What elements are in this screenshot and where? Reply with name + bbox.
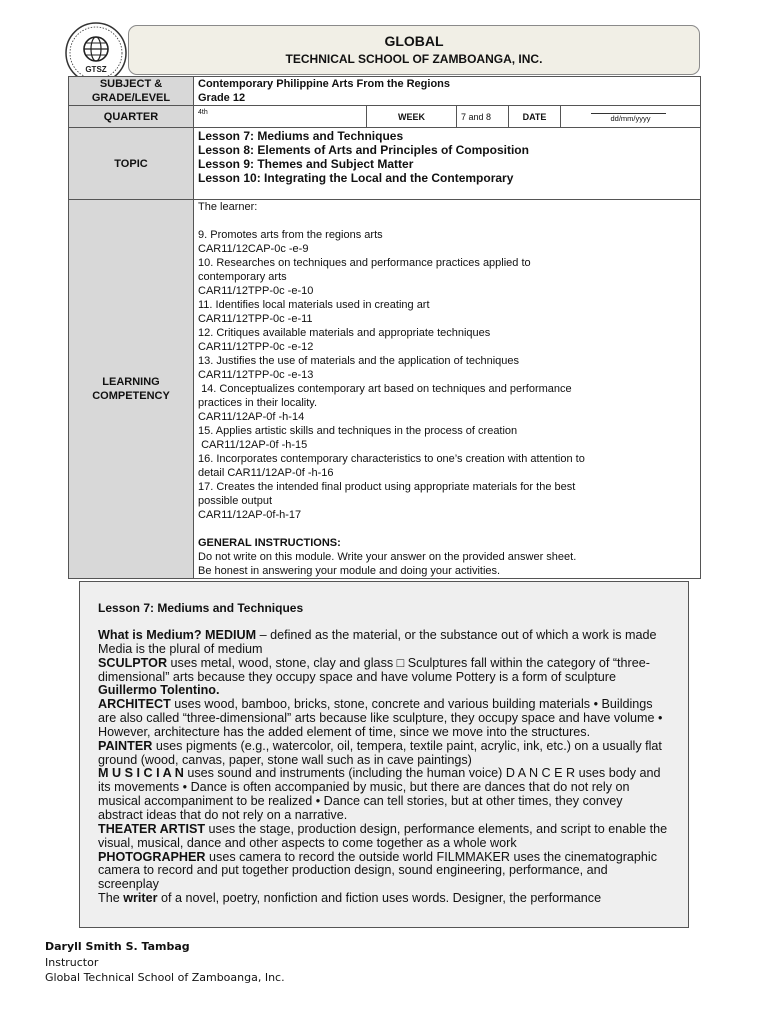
spacer-line xyxy=(198,522,696,536)
school-header xyxy=(128,25,700,75)
text-sculptor: uses metal, wood, stone, clay and glass □ Sculptures fall within the category of “three-dimensional” arts because they occupy space and have volume Pottery is a form of sculpture xyxy=(98,655,650,684)
quarter-row xyxy=(69,106,701,128)
author-footer xyxy=(45,939,285,986)
topic-item: Lesson 9: Themes and Subject Matter xyxy=(198,157,414,171)
competency-line: 17. Creates the intended final product using appropriate materials for the best xyxy=(198,480,576,493)
competency-line: CAR11/12AP-0f-h-17 xyxy=(198,508,302,521)
quarter-value: 4th xyxy=(194,106,367,128)
competency-line: 12. Critiques available materials and appropriate techniques xyxy=(198,326,491,339)
lesson-content-box xyxy=(79,581,689,928)
paragraph-painter xyxy=(98,740,670,768)
competency-label: LEARNING COMPETENCY xyxy=(69,200,194,579)
paragraph-musician xyxy=(98,767,670,822)
competency-line: CAR11/12AP-0f -h-15 xyxy=(198,438,308,451)
text-writer-pre: The xyxy=(98,891,124,906)
date-placeholder: dd/mm/yyyy xyxy=(610,114,651,123)
term-architect: ARCHITECT xyxy=(98,697,171,712)
general-instruction-line: Do not write on this module. Write your answer on the provided answer sheet. xyxy=(198,550,577,563)
competency-line xyxy=(198,214,696,228)
competency-line: 13. Justifies the use of materials and the application of techniques xyxy=(198,354,520,367)
week-label: WEEK xyxy=(367,106,457,128)
svg-text:GTSZ: GTSZ xyxy=(85,65,107,74)
author-school: Global Technical School of Zamboanga, Inc. xyxy=(45,971,285,984)
subject-label: SUBJECT & GRADE/LEVEL xyxy=(69,77,194,106)
paragraph-sculptor xyxy=(98,657,670,699)
competency-line: 16. Incorporates contemporary characteristics to one’s creation with attention to xyxy=(198,452,585,465)
competency-line: 10. Researches on techniques and performance practices applied to xyxy=(198,256,531,269)
author-name: Daryll Smith S. Tambag xyxy=(45,940,190,953)
term-painter: PAINTER xyxy=(98,738,153,753)
topic-item: Lesson 10: Integrating the Local and the Contemporary xyxy=(198,171,514,185)
competency-line: The learner: xyxy=(198,201,258,213)
competency-line: 14. Conceptualizes contemporary art based on techniques and performance xyxy=(198,382,572,395)
paragraph-medium xyxy=(98,629,670,657)
school-name-line1: GLOBAL xyxy=(384,33,444,49)
term-musician: M U S I C I A N xyxy=(98,766,184,781)
topic-list xyxy=(194,128,701,200)
subject-name: Contemporary Philippine Arts From the Regions xyxy=(198,78,451,90)
text-photographer: uses camera to record the outside world FILMMAKER uses the cinematographic camera to record and put together production design, sound engineering, performance, and screenplay xyxy=(98,849,658,892)
term-medium: What is Medium? MEDIUM xyxy=(98,628,257,642)
competency-line: 15. Applies artistic skills and techniques in the process of creation xyxy=(198,424,518,437)
date-field[interactable] xyxy=(561,106,701,128)
competency-line: 11. Identifies local materials used in creating art xyxy=(198,298,430,311)
competency-line: possible output xyxy=(198,494,272,507)
text-theater: uses the stage, production design, performance elements, and script to enable the visual, musical, dance and other aspects to come together as a whole work xyxy=(98,821,668,850)
date-label: DATE xyxy=(509,106,561,128)
competency-row xyxy=(69,200,701,579)
competency-list xyxy=(194,200,701,579)
competency-line: CAR11/12AP-0f -h-14 xyxy=(198,410,305,423)
competency-line: CAR11/12CAP-0c -e-9 xyxy=(198,242,309,255)
text-architect: uses wood, bamboo, bricks, stone, concrete and various building materials • Buildings are also called “three-dimensional” arts because like sculpture, they occupy space and have volume • However, architecture has the added element of time, since we move into the structures. xyxy=(98,697,663,739)
subject-row xyxy=(69,77,701,106)
general-instruction-line: Be honest in answering your module and doing your activities. xyxy=(198,564,501,577)
term-writer: writer xyxy=(123,891,158,906)
subject-value xyxy=(194,77,701,106)
lesson-title: Lesson 7: Mediums and Techniques xyxy=(98,601,304,615)
competency-line: detail CAR11/12AP-0f -h-16 xyxy=(198,466,334,479)
module-info-table xyxy=(68,76,701,579)
competency-line: CAR11/12TPP-0c -e-13 xyxy=(198,368,314,381)
topic-row xyxy=(69,128,701,200)
competency-line: practices in their locality. xyxy=(198,396,318,409)
topic-label: TOPIC xyxy=(69,128,194,200)
sculptor-name: Guillermo Tolentino. xyxy=(98,683,220,698)
text-painter: uses pigments (e.g., watercolor, oil, tempera, textile paint, acrylic, ink, etc.) on a usually flat ground (wood, canvas, paper, stone wall such as in cave paintings) xyxy=(98,738,662,767)
topic-item: Lesson 8: Elements of Arts and Principles of Composition xyxy=(198,143,529,157)
competency-line: contemporary arts xyxy=(198,270,287,283)
topic-item: Lesson 7: Mediums and Techniques xyxy=(198,129,404,143)
paragraph-theater xyxy=(98,823,670,851)
term-photographer: PHOTOGRAPHER xyxy=(98,849,206,864)
text-musician: uses sound and instruments (including the human voice) D A N C E R uses body and its movements • Dance is often accompanied by music, but there are dances that do not rely on musical accompaniment to be realized • Dance can tell stories, but at other times, they convey abstract ideas that do not rely on a narrative. xyxy=(98,766,661,822)
text-writer: of a novel, poetry, nonfiction and fiction uses words. Designer, the performance xyxy=(157,891,602,906)
competency-line: 9. Promotes arts from the regions arts xyxy=(198,228,383,241)
general-instructions-title: GENERAL INSTRUCTIONS: xyxy=(198,536,341,549)
author-role: Instructor xyxy=(45,955,99,969)
week-value: 7 and 8 xyxy=(457,106,509,128)
term-sculptor: SCULPTOR xyxy=(98,655,168,670)
paragraph-writer xyxy=(98,892,670,906)
competency-line: CAR11/12TPP-0c -e-11 xyxy=(198,312,313,325)
grade-level: Grade 12 xyxy=(198,92,246,104)
competency-line: CAR11/12TPP-0c -e-12 xyxy=(198,340,314,353)
school-name-line2: TECHNICAL SCHOOL OF ZAMBOANGA, INC. xyxy=(285,52,543,66)
paragraph-architect xyxy=(98,698,670,740)
paragraph-photographer xyxy=(98,851,670,893)
competency-line: CAR11/12TPP-0c -e-10 xyxy=(198,284,314,297)
text-medium: – defined as the material, or the substance out of which a work is made Media is the plural of medium xyxy=(98,628,657,656)
term-theater-artist: THEATER ARTIST xyxy=(98,821,206,836)
quarter-label: QUARTER xyxy=(69,106,194,128)
